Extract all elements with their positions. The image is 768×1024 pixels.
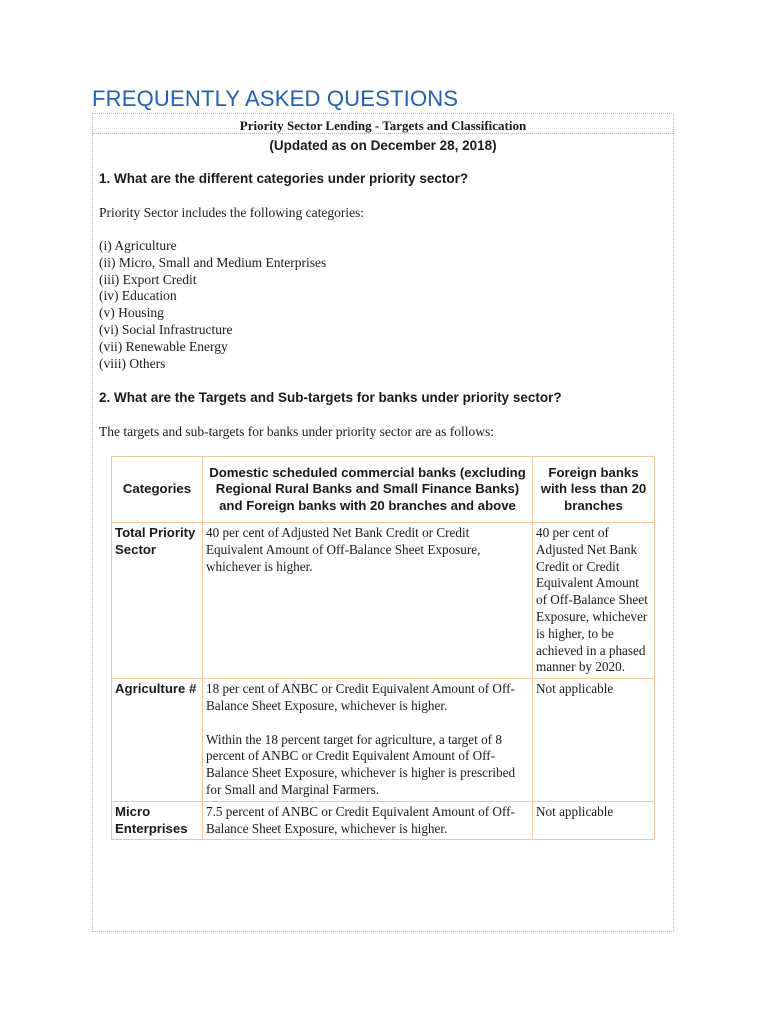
table-row xyxy=(112,679,655,802)
question-2: 2. What are the Targets and Sub-targets for banks under priority sector? xyxy=(99,390,562,405)
domestic-subtarget-text: Within the 18 percent target for agriculture, a target of 8 percent of ANBC or Credit Equivalent Amount of Off-Balance Sheet Exposure, whichever is higher is prescribed for Small and Marginal Farmers. xyxy=(206,731,516,797)
paragraph-gap xyxy=(206,715,529,732)
row-foreign-target: 40 per cent of Adjusted Net Bank Credit or Credit Equivalent Amount of Off-Balance Sheet Exposure, whichever is higher, to be achieved in a phased manner by 2020. xyxy=(533,523,655,679)
faq-frame xyxy=(92,113,674,932)
answer-2-intro: The targets and sub-targets for banks under priority sector are as follows: xyxy=(99,424,495,439)
row-foreign-target: Not applicable xyxy=(533,801,655,840)
domestic-target-text: 40 per cent of Adjusted Net Bank Credit or Credit Equivalent Amount of Off-Balance Sheet Exposure, whichever is higher. xyxy=(206,525,481,574)
header-foreign-banks: Foreign banks with less than 20 branches xyxy=(533,457,655,523)
list-item: (ii) Micro, Small and Medium Enterprises xyxy=(99,254,327,270)
list-item: (vii) Renewable Energy xyxy=(99,338,228,354)
list-item: (iv) Education xyxy=(99,288,177,304)
question-1: 1. What are the different categories under priority sector? xyxy=(99,171,469,186)
domestic-target-text: 7.5 percent of ANBC or Credit Equivalent Amount of Off-Balance Sheet Exposure, whichever is higher. xyxy=(206,803,515,836)
row-domestic-target xyxy=(203,523,533,679)
domestic-target-text: 18 per cent of ANBC or Credit Equivalent Amount of Off-Balance Sheet Exposure, whichever is higher. xyxy=(206,681,515,713)
header-domestic-banks: Domestic scheduled commercial banks (excluding Regional Rural Banks and Small Finance Banks) and Foreign banks with 20 branches and above xyxy=(203,457,533,523)
table-row xyxy=(112,801,655,840)
list-item: (iii) Export Credit xyxy=(99,271,197,287)
table-row xyxy=(112,523,655,679)
answer-1-intro: Priority Sector includes the following categories: xyxy=(99,205,365,220)
header-categories: Categories xyxy=(112,457,203,523)
list-item: (vi) Social Infrastructure xyxy=(99,321,233,337)
document-subtitle: Priority Sector Lending - Targets and Classification xyxy=(239,118,527,133)
list-item: (v) Housing xyxy=(99,305,164,321)
list-item: (i) Agriculture xyxy=(99,238,177,253)
category-list xyxy=(99,238,326,372)
page-title: FREQUENTLY ASKED QUESTIONS xyxy=(92,86,459,111)
targets-table xyxy=(111,456,655,840)
row-category: Agriculture # xyxy=(112,679,203,802)
row-foreign-target: Not applicable xyxy=(533,679,655,802)
row-domestic-target xyxy=(203,801,533,840)
list-item: (viii) Others xyxy=(99,355,166,371)
table-header-row xyxy=(112,457,655,523)
row-category: Total Priority Sector xyxy=(112,523,203,679)
updated-date: (Updated as on December 28, 2018) xyxy=(269,138,497,153)
row-category: Micro Enterprises xyxy=(112,801,203,840)
row-domestic-target xyxy=(203,679,533,802)
